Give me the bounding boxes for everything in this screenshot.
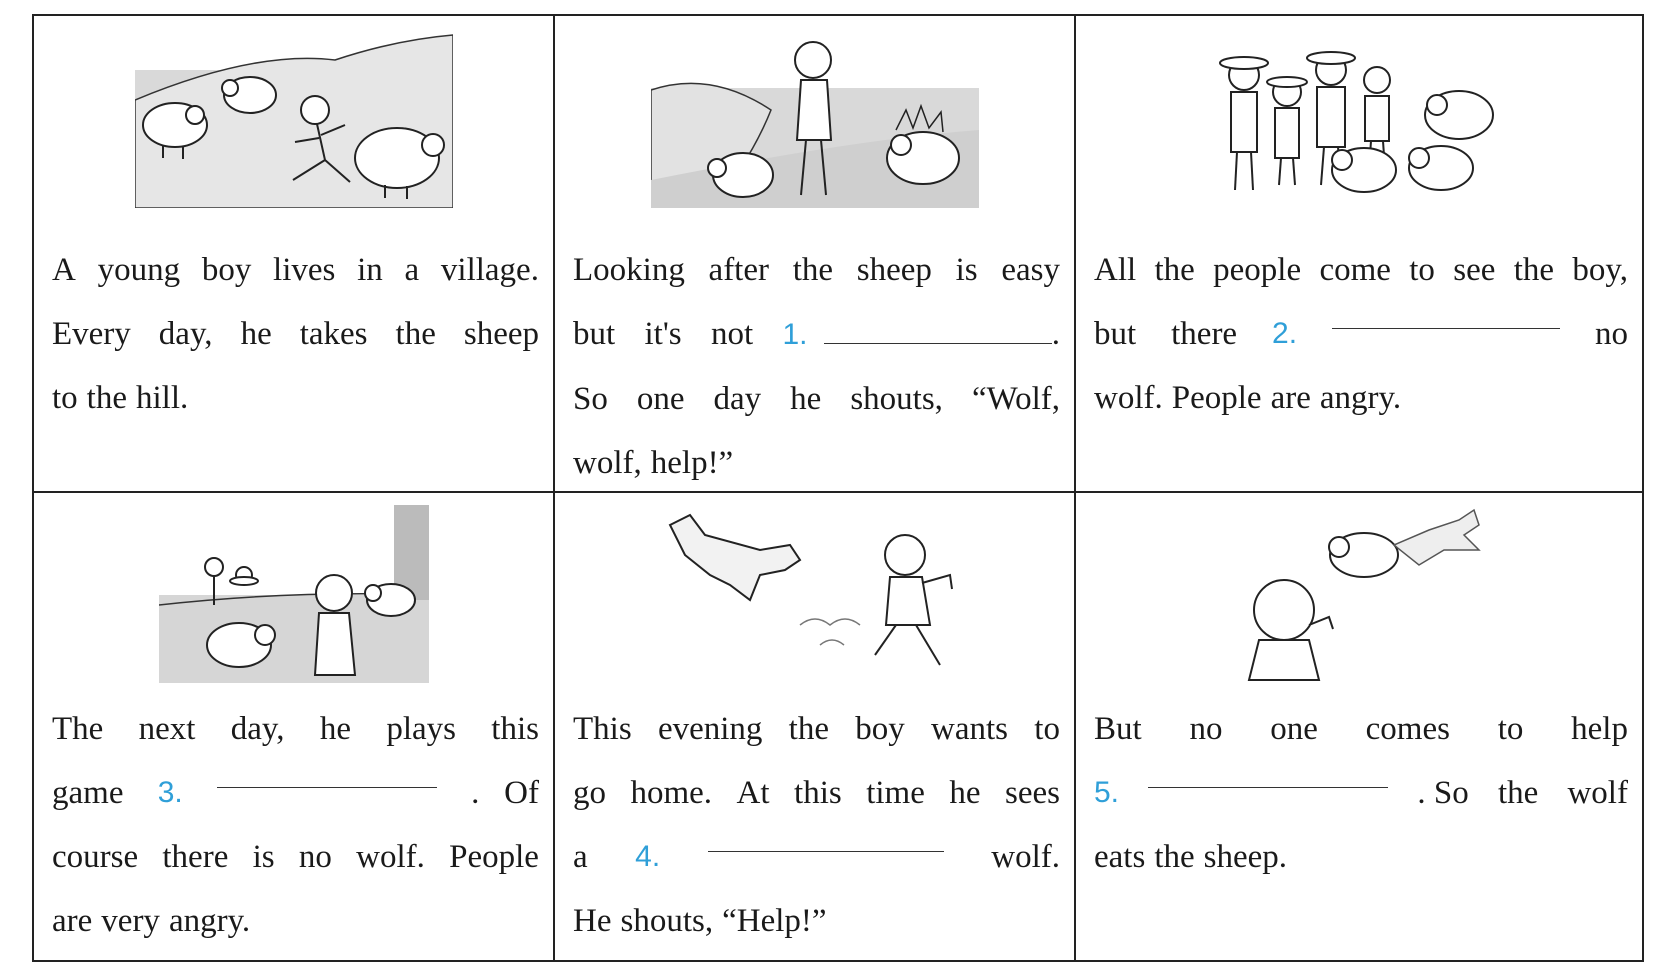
text-word: to [52, 380, 78, 416]
text-word: plays [386, 711, 456, 747]
text-word: one [636, 381, 685, 417]
text-word: one [1270, 711, 1318, 747]
text-line [52, 825, 539, 889]
text-word: At [736, 775, 770, 811]
text-word: sheep. [1203, 839, 1288, 875]
text-word: evening [657, 711, 763, 747]
text-word: wolf, [573, 445, 642, 481]
text-word: . So [1417, 775, 1469, 811]
text-word: very [101, 903, 160, 939]
text-word: the [86, 380, 127, 416]
text-word: “Wolf, [971, 381, 1060, 417]
story-text-3 [1094, 238, 1628, 430]
story-text-6 [1094, 697, 1628, 889]
text-word: but [573, 316, 616, 352]
text-word: home. [630, 775, 713, 811]
text-word: boy [855, 711, 905, 747]
story-cell-6 [1076, 493, 1642, 960]
text-word: the [1513, 252, 1555, 288]
text-word: this [491, 711, 539, 747]
text-word: All [1094, 252, 1137, 288]
text-word: this [794, 775, 842, 811]
text-word: there [162, 839, 229, 875]
story-table [32, 14, 1644, 962]
text-word: the [788, 711, 829, 747]
answer-blank-5[interactable] [1148, 761, 1388, 788]
illustration-wolf-taking-sheep [1076, 505, 1642, 705]
text-word: to [1409, 252, 1435, 288]
text-word: no [1189, 711, 1223, 747]
text-word: angry. [1319, 380, 1402, 416]
text-word: is [252, 839, 275, 875]
text-line [573, 238, 1060, 302]
text-word: a [404, 252, 420, 288]
text-word: come [1319, 252, 1391, 288]
text-word: sees [1004, 775, 1060, 811]
illustration-wolf-chasing-boy [555, 505, 1074, 705]
text-word: young [97, 252, 181, 288]
text-word: wolf. [991, 839, 1060, 875]
text-word: day [713, 381, 762, 417]
story-cell-5 [555, 493, 1076, 960]
text-word: is [955, 252, 978, 288]
story-cell-2 [555, 16, 1076, 493]
text-line-with-blank-5 [1094, 761, 1628, 825]
text-word: go [573, 775, 606, 811]
text-word: the [1154, 252, 1195, 288]
text-word: but [1094, 316, 1137, 352]
blank-number-3: 3. [157, 776, 183, 809]
text-line-with-blank-3 [52, 761, 539, 825]
text-word: people [1213, 252, 1302, 288]
text-word: Every [52, 316, 131, 352]
text-word: he [319, 711, 351, 747]
text-word: lives [273, 252, 336, 288]
text-word: But [1094, 711, 1142, 747]
text-line [52, 302, 539, 366]
text-word: So [573, 381, 608, 417]
text-word: eats [1094, 839, 1146, 875]
text-word: the [1154, 839, 1195, 875]
story-text-4 [52, 697, 539, 953]
text-line [573, 697, 1060, 761]
text-word: village. [440, 252, 539, 288]
text-word: day, [158, 316, 213, 352]
story-text-2 [573, 238, 1060, 495]
text-word: The [52, 711, 104, 747]
text-word: game [52, 775, 124, 811]
text-line [1094, 238, 1628, 302]
text-line [1094, 366, 1628, 430]
text-word: the [1497, 775, 1539, 811]
blank-number-5: 5. [1094, 776, 1120, 809]
story-text-5 [573, 697, 1060, 953]
text-word: time [866, 775, 925, 811]
text-word: People [449, 839, 539, 875]
text-word: are [1270, 380, 1311, 416]
text-word: shouts, [620, 903, 714, 939]
text-line [52, 238, 539, 302]
text-line [52, 889, 539, 953]
text-line [573, 431, 1060, 495]
text-word: . Of [471, 775, 539, 811]
text-word: the [792, 252, 834, 288]
text-word: there [1171, 316, 1238, 352]
blank-number-4: 4. [635, 840, 661, 873]
text-word: no [298, 839, 332, 875]
text-word: This [573, 711, 632, 747]
text-word: no [1594, 316, 1628, 352]
text-line [52, 697, 539, 761]
text-word: takes [299, 316, 368, 352]
text-line [573, 761, 1060, 825]
text-word: next [138, 711, 196, 747]
text-word: it's [644, 316, 682, 352]
text-word: to [1497, 711, 1524, 747]
illustration-boy-lying-with-sheep [34, 30, 553, 230]
story-cell-1 [34, 16, 555, 493]
text-word: People [1171, 380, 1262, 416]
text-word: boy, [1572, 252, 1628, 288]
text-word: a [573, 839, 588, 875]
text-word: after [708, 252, 769, 288]
text-word: in [357, 252, 383, 288]
text-word: easy [1001, 252, 1060, 288]
text-word: he [240, 316, 272, 352]
text-word: wolf. [1094, 380, 1163, 416]
text-word: angry. [168, 903, 251, 939]
text-word: He [573, 903, 612, 939]
blank-number-2: 2. [1272, 317, 1298, 350]
text-line [1094, 825, 1628, 889]
text-word: sheep [463, 316, 539, 352]
text-word: wolf [1567, 775, 1628, 811]
text-line-with-blank-1 [573, 302, 1060, 367]
story-cell-3 [1076, 16, 1642, 493]
text-word: he [949, 775, 981, 811]
text-word: sheep [856, 252, 932, 288]
text-line-with-blank-2 [1094, 302, 1628, 366]
text-word: see [1453, 252, 1496, 288]
text-word: wolf. [356, 839, 425, 875]
illustration-villagers-with-sheep [1076, 30, 1642, 230]
answer-blank-4[interactable] [708, 825, 944, 852]
text-line [52, 366, 539, 430]
text-word: he [790, 381, 822, 417]
text-word: help!” [650, 445, 734, 481]
text-line-with-blank-4 [573, 825, 1060, 889]
text-word: course [52, 839, 139, 875]
text-word: not [710, 316, 754, 352]
text-line [1094, 697, 1628, 761]
text-word: A [52, 252, 76, 288]
text-word: help [1571, 711, 1628, 747]
text-word: day, [230, 711, 285, 747]
text-line [573, 367, 1060, 431]
text-word: Looking [573, 252, 685, 288]
text-word: . [1051, 316, 1060, 352]
text-word: hill. [136, 380, 189, 416]
answer-blank-2[interactable] [1332, 302, 1560, 329]
text-word: are [52, 903, 93, 939]
story-text-1 [52, 238, 539, 430]
answer-blank-1[interactable] [824, 317, 1052, 344]
text-word: “Help!” [722, 903, 827, 939]
text-line [573, 889, 1060, 953]
blank-group [782, 302, 1060, 367]
text-word: boy [201, 252, 252, 288]
blank-number-1: 1. [782, 318, 808, 351]
text-word: wants [931, 711, 1009, 747]
text-word: the [395, 316, 436, 352]
text-word: to [1034, 711, 1060, 747]
text-word: shouts, [850, 381, 943, 417]
illustration-boy-shouting-on-hill [555, 30, 1074, 230]
story-cell-4 [34, 493, 555, 960]
answer-blank-3[interactable] [217, 761, 437, 788]
text-word: comes [1365, 711, 1450, 747]
illustration-boy-laughing [34, 505, 553, 705]
